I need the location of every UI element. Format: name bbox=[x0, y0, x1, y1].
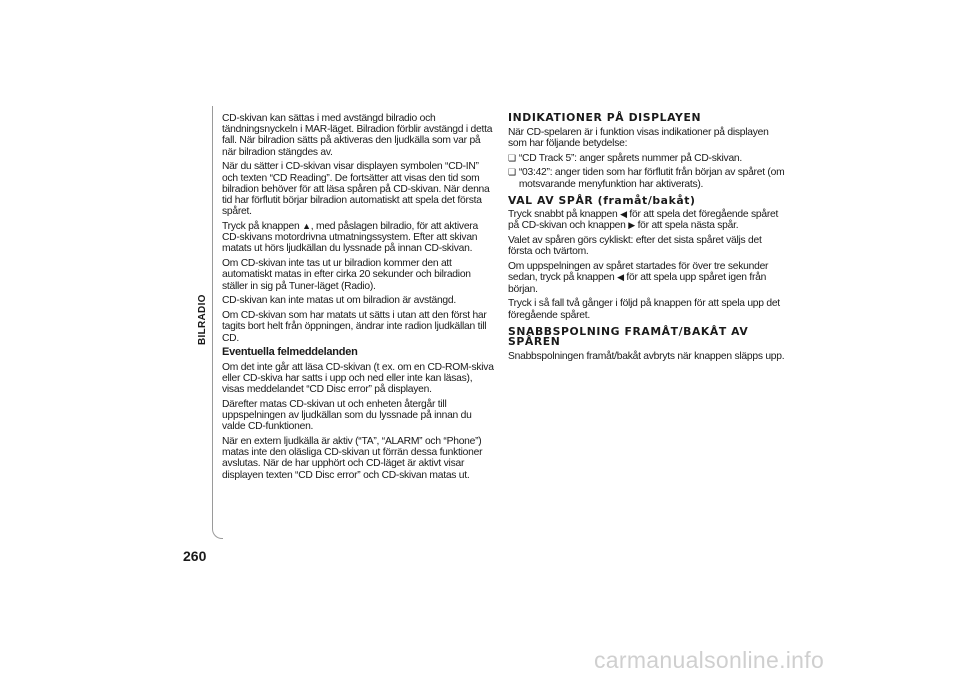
checkbox-bullet-icon: ❏ bbox=[508, 152, 516, 163]
previous-track-icon: ◀ bbox=[617, 272, 624, 283]
paragraph: Om det inte går att läsa CD-skivan (t ex. om en CD-ROM-skiva eller CD-skiva har satts i upp och ned eller inte kan läsas), visas meddelandet “CD Disc error” på displayen. bbox=[222, 361, 494, 396]
paragraph: Tryck i så fall två gånger i följd på knappen för att spela upp det föregående spåret. bbox=[508, 298, 780, 321]
paragraph bbox=[508, 209, 788, 231]
bullet-item bbox=[508, 153, 788, 164]
paragraph: När CD-spelaren är i funktion visas indikationer på displayen som har följande betydelse: bbox=[508, 126, 769, 149]
previous-track-icon: ◀ bbox=[620, 209, 627, 220]
checkbox-bullet-icon: ❏ bbox=[508, 167, 516, 178]
paragraph-text: för att spela det föregående spåret på CD-skivan och knappen bbox=[508, 209, 779, 232]
paragraph bbox=[222, 221, 494, 255]
paragraph: När du sätter i CD-skivan visar displayen symbolen “CD-IN” och texten “CD Reading”. De fortsätter att visas den tid som bilradion behöver för att läsa spåren på CD-skivan. När denna tid har förflutit börjar bilradion automatiskt att spela det första spåret. bbox=[222, 161, 490, 218]
left-column bbox=[222, 113, 494, 484]
bullet-text: “03:42”: anger tiden som har förflutit från början av spåret (om motsvarande menyfunktion har aktiverats). bbox=[518, 167, 785, 190]
page-number: 260 bbox=[183, 548, 207, 564]
subheading-error-messages: Eventuella felmeddelanden bbox=[222, 346, 358, 359]
eject-icon: ▲ bbox=[302, 221, 311, 232]
side-section-label: BILRADIO bbox=[197, 294, 208, 345]
paragraph-text: , med påslagen bilradio, för att aktivera CD-skivans motordrivna utmatningssystem. Efter att skivan matats ut hörs ljudkällan du lyssnade på innan CD-skivan. bbox=[222, 221, 478, 255]
next-track-icon: ▶ bbox=[628, 220, 635, 231]
section-title-display: INDIKATIONER PÅ DISPLAYEN bbox=[508, 111, 702, 124]
paragraph-text: för att spela nästa spår. bbox=[637, 220, 739, 232]
paragraph: Om CD-skivan inte tas ut ur bilradion kommer den att automatiskt matas in efter cirka 20 sekunder och bilradion ställer in sig på Tuner-läget (Radio). bbox=[222, 258, 471, 292]
paragraph: CD-skivan kan sättas i med avstängd bilradio och tändningsnyckeln i MAR-läget. Bilradion förblir avstängd i detta fall. När bilradion sätts på aktiveras den ljudkälla som var på när bilradion stängdes av. bbox=[222, 113, 493, 158]
right-column bbox=[508, 113, 788, 366]
paragraph: När en extern ljudkälla är aktiv (“TA”, “ALARM” och “Phone”) matas inte den oläsliga CD-skivan ut förrän dessa funktioner avslutas. När de har upphört och CD-läget är aktivt visar displayen texten “CD Disc error” och CD-skivan matas ut. bbox=[222, 436, 483, 481]
paragraph: CD-skivan kan inte matas ut om bilradion är avstängd. bbox=[222, 295, 456, 307]
bullet-text: “CD Track 5”: anger spårets nummer på CD-skivan. bbox=[518, 152, 743, 164]
paragraph: Därefter matas CD-skivan ut och enheten återgår till uppspelningen av ljudkällan som du lyssnade på innan du valde CD-funktionen. bbox=[222, 398, 472, 433]
paragraph-text: Tryck snabbt på knappen bbox=[508, 209, 618, 221]
paragraph-text: för att spela upp spåret igen från början. bbox=[508, 272, 767, 295]
paragraph: Snabbspolningen framåt/bakåt avbryts när knappen släpps upp. bbox=[508, 350, 785, 362]
section-title-fast-forward: SNABBSPOLNING FRAMÅT/BAKÅT AV SPÅREN bbox=[508, 324, 749, 349]
paragraph-text: Om uppspelningen av spåret startades för över tre sekunder sedan, tryck på knappen bbox=[508, 261, 769, 284]
watermark: carmanualsonline.info bbox=[594, 647, 825, 673]
paragraph-text: Tryck på knappen bbox=[222, 221, 300, 233]
paragraph bbox=[508, 261, 788, 295]
paragraph: Om CD-skivan som har matats ut sätts i utan att den först har tagits bort helt från öppningen, ändrar inte radion ljudkällan till CD. bbox=[222, 310, 487, 344]
section-title-track-select: VAL AV SPÅR (framåt/bakåt) bbox=[508, 193, 696, 207]
bullet-item bbox=[508, 167, 788, 189]
paragraph: Valet av spåren görs cykliskt: efter det sista spåret väljs det första och tvärtom. bbox=[508, 235, 762, 258]
